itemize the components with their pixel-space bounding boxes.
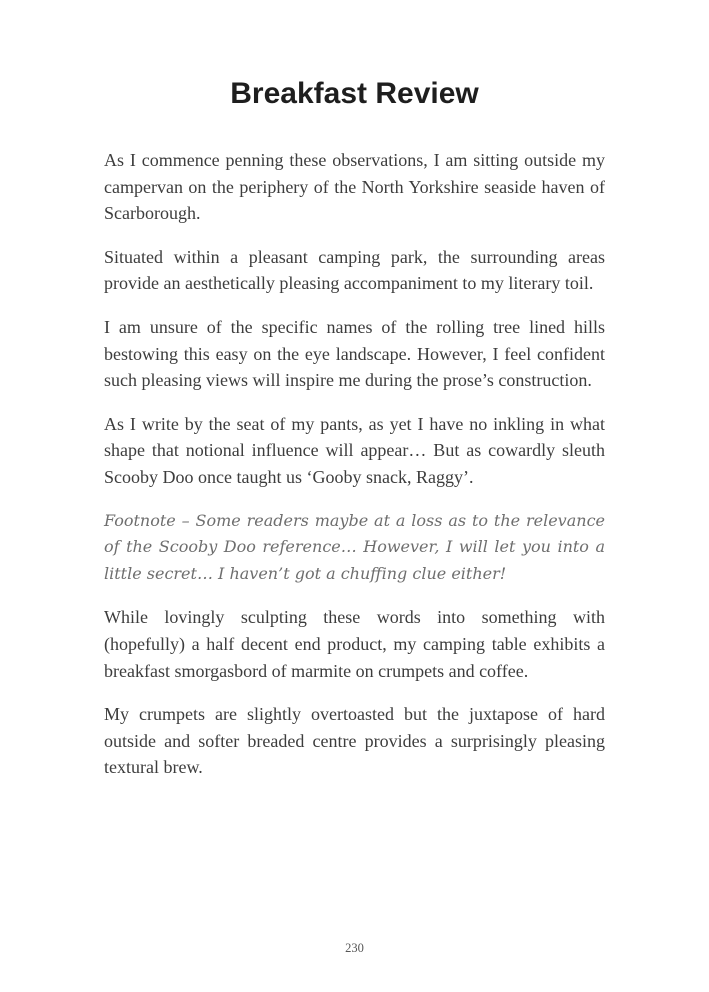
page-title: Breakfast Review <box>230 77 479 110</box>
paragraph: As I write by the seat of my pants, as yet I have no inkling in what shape that notional influence will appear… But as cowardly sleuth Scooby Doo once taught us ‘Gooby snack, Raggy’. <box>104 413 605 487</box>
paragraph: My crumpets are slightly overtoasted but the juxtapose of hard outside and softer breaded centre provides a surprisingly pleasing textural brew. <box>104 704 605 778</box>
paragraph: I am unsure of the specific names of the rolling tree lined hills bestowing this easy on the eye landscape. However, I feel confident such pleasing views will inspire me during the prose’s construction. <box>104 316 605 391</box>
footnote-paragraph: Footnote – Some readers maybe at a loss as to the relevance of the Scooby Doo reference… However, I will let you into a little secret… I haven’t got a chuffing clue either! <box>104 510 605 583</box>
document-body <box>104 147 605 781</box>
paragraph: While lovingly sculpting these words into something with (hopefully) a half decent end product, my camping table exhibits a breakfast smorgasbord of marmite on crumpets and coffee. <box>104 607 605 681</box>
page-number: 230 <box>345 941 364 955</box>
paragraph: Situated within a pleasant camping park, the surrounding areas provide an aesthetically pleasing accompaniment to my literary toil. <box>104 246 605 294</box>
paragraph: As I commence penning these observations, I am sitting outside my campervan on the periphery of the North Yorkshire seaside haven of Scarborough. <box>104 150 605 224</box>
